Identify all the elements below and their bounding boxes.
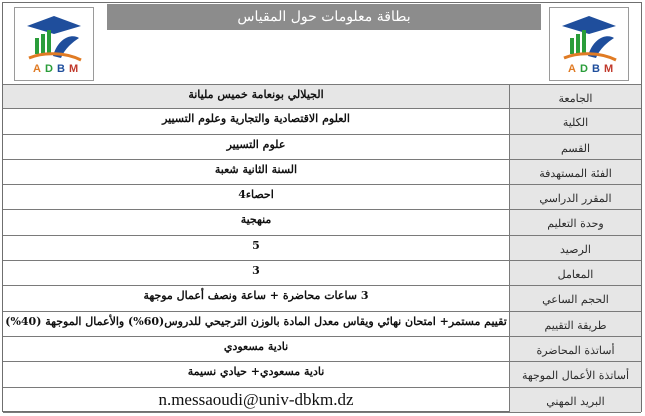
- table-row-lecture-teachers: [3, 337, 641, 362]
- hours-value: 3 ساعات محاضرة + ساعة ونصف أعمال موجهة: [3, 286, 510, 310]
- info-table: [3, 84, 641, 413]
- svg-text:M: M: [604, 63, 614, 75]
- email-value: n.messaoudi@univ-dbkm.dz: [3, 388, 510, 412]
- svg-text:M: M: [69, 63, 79, 75]
- lecture-teachers-value: نادية مسعودي: [3, 337, 510, 361]
- table-row-teaching-unit: [3, 210, 641, 235]
- svg-text:A: A: [568, 63, 576, 75]
- svg-text:B: B: [57, 63, 65, 75]
- university-logo-right-image: [550, 8, 628, 80]
- faculty-value: العلوم الاقتصادية والتجارية وعلوم التسيير: [3, 109, 510, 133]
- table-row-credits: [3, 236, 641, 261]
- table-row-department: [3, 135, 641, 160]
- tutorial-teachers-value: نادية مسعودي+ حيادي نسيمة: [3, 362, 510, 386]
- card-header: [3, 3, 641, 83]
- university-logo-left-image: [15, 8, 93, 80]
- lecture-teachers-label: أساتذة المحاضرة: [510, 337, 641, 361]
- university-value: الجيلالي بونعامة خميس مليانة: [3, 85, 510, 108]
- coefficient-label: المعامل: [510, 261, 641, 285]
- svg-text:D: D: [45, 63, 53, 75]
- table-row-coefficient: [3, 261, 641, 286]
- email-label: البريد المهني: [510, 388, 641, 412]
- table-row-assessment: [3, 312, 641, 337]
- teaching-unit-label: وحدة التعليم: [510, 210, 641, 234]
- card-title: بطاقة معلومات حول المقياس: [107, 4, 541, 30]
- svg-text:B: B: [592, 63, 600, 75]
- university-logo-right: [549, 7, 629, 81]
- svg-text:A: A: [33, 63, 41, 75]
- coefficient-value: 3: [3, 261, 510, 285]
- target-group-value: السنة الثانية شعبة: [3, 160, 510, 184]
- course-value: احصاء4: [3, 185, 510, 209]
- department-value: علوم التسيير: [3, 135, 510, 159]
- teaching-unit-value: منهجية: [3, 210, 510, 234]
- table-row-hours: [3, 286, 641, 311]
- table-row-course: [3, 185, 641, 210]
- table-row-email: [3, 388, 641, 413]
- university-logo-left: [14, 7, 94, 81]
- credits-label: الرصيد: [510, 236, 641, 260]
- assessment-label: طريقة التقييم: [510, 312, 641, 336]
- department-label: القسم: [510, 135, 641, 159]
- assessment-value: تقييم مستمر+ امتحان نهائي ويقاس معدل المادة بالوزن الترجيحي للدروس(60%) والأعمال الموجهة (40%): [3, 312, 510, 336]
- course-label: المقرر الدراسي: [510, 185, 641, 209]
- table-row-university: [3, 84, 641, 109]
- svg-text:D: D: [580, 63, 588, 75]
- table-row-tutorial-teachers: [3, 362, 641, 387]
- table-row-target-group: [3, 160, 641, 185]
- tutorial-teachers-label: أساتذة الأعمال الموجهة: [510, 362, 641, 386]
- table-row-faculty: [3, 109, 641, 134]
- target-group-label: الفئة المستهدفة: [510, 160, 641, 184]
- faculty-label: الكلية: [510, 109, 641, 133]
- hours-label: الحجم الساعي: [510, 286, 641, 310]
- university-label: الجامعة: [510, 85, 641, 108]
- credits-value: 5: [3, 236, 510, 260]
- course-info-card: [2, 2, 642, 412]
